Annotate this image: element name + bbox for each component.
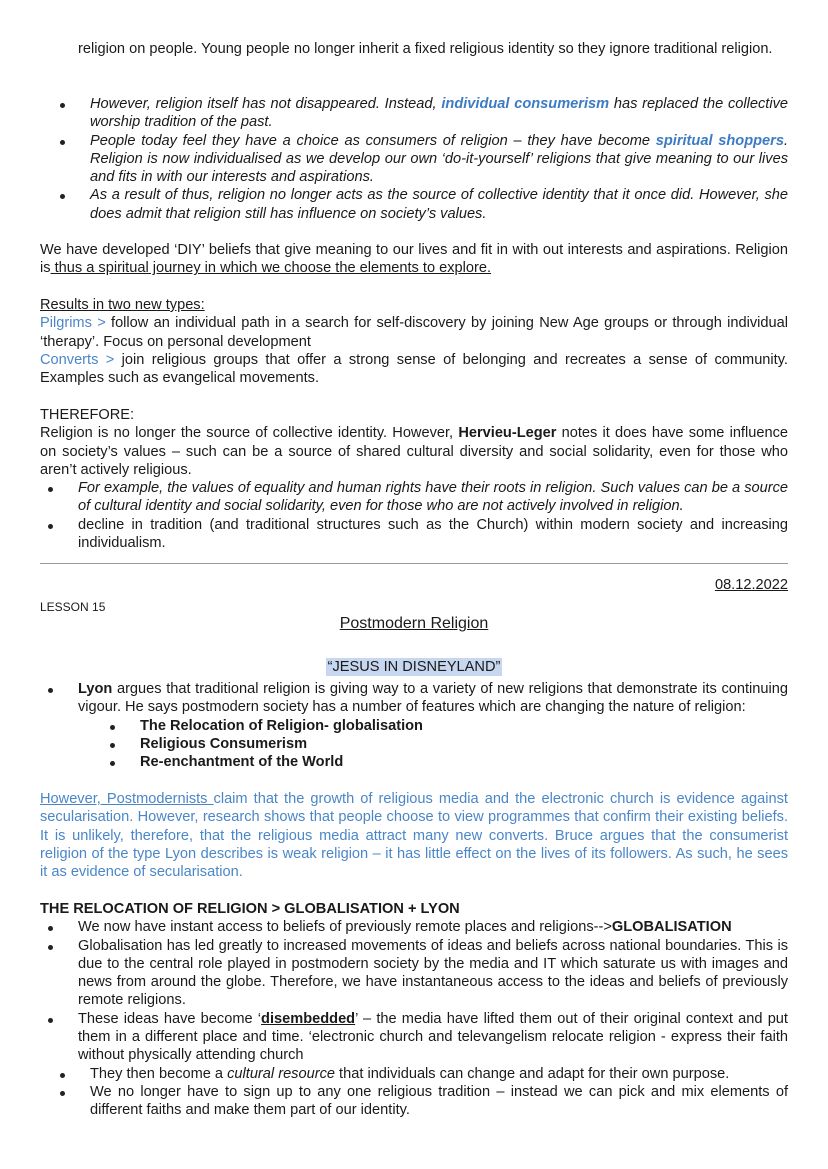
highlight-term: individual consumerism bbox=[441, 96, 610, 112]
intro-text: religion on people. Young people no longer inherit a fixed religious identity so they ignore traditional religion. bbox=[78, 41, 773, 57]
list-item: decline in tradition (and traditional structures such as the Church) within modern society and increasing individualism. bbox=[40, 516, 788, 553]
lesson-label: LESSON 15 bbox=[40, 600, 106, 614]
list-item: For example, the values of equality and human rights have their roots in religion. Such values can be a source of cultural identity and social solidarity, even for those who are not actively involved in religion. bbox=[40, 479, 788, 516]
list-item: However, religion itself has not disappeared. Instead, individual consumerism has replaced the collective worship tradition of the past. bbox=[40, 95, 788, 132]
list-item: These ideas have become ‘disembedded’ – the media have lifted them out of their original context and put them in a different place and time. ‘electronic church and televangelism relocate religion - express their faith without physically attending church bbox=[40, 1010, 788, 1065]
section-heading: THE RELOCATION OF RELIGION > GLOBALISATION + LYON bbox=[40, 901, 460, 917]
highlight-term: spiritual shoppers bbox=[655, 132, 784, 149]
horizontal-divider bbox=[40, 563, 788, 564]
list-item: As a result of thus, religion no longer acts as the source of collective identity that it once did. However, she does admit that religion still has influence on society’s values. bbox=[40, 186, 788, 223]
critique-paragraph: However, Postmodernists claim that the growth of religious media and the electronic church is evidence against secularisation. However, research shows that people choose to view programmes that confirm their existing beliefs. It is unlikely, therefore, that the religious media attract many new converts. Bruce argues that the consumerist religion of the type Lyon describes is weak religion – it has little effect on the lives of its followers. As such, he sees it as evidence of secularisation. bbox=[40, 791, 788, 881]
consumerism-bullets bbox=[40, 95, 788, 223]
author-name: Lyon bbox=[78, 681, 113, 697]
feature-item: Religious Consumerism bbox=[40, 735, 788, 753]
lesson-date: 08.12.2022 bbox=[714, 577, 788, 593]
converts-label: Converts > bbox=[40, 351, 115, 368]
feature-item: The Relocation of Religion- globalisation bbox=[40, 717, 788, 735]
diy-paragraph: We have developed ‘DIY’ beliefs that give meaning to our lives and fit in with out interests and aspirations. Religion is thus a spiritual journey in which we choose the elements to explore. bbox=[40, 242, 788, 277]
types-heading: Results in two new types: bbox=[40, 297, 205, 313]
therefore-heading: THEREFORE: bbox=[40, 407, 135, 423]
therefore-section: THEREFORE: Religion is no longer the source of collective identity. However, Hervieu-Leger notes it does have some influence on society’s values – such can be a source of shared cultural diversity and social solidarity, even for those who aren’t actively religious. For example, the values of equality and human rights have their roots in religion. Such values can be a source of cultural identity and social solidarity, even for those who are not actively involved in religion. decline in tradition (and traditional structures such as the Church) within modern society and increasing individualism. bbox=[40, 407, 788, 552]
list-item: They then become a cultural resource that individuals can change and adapt for their own purpose. bbox=[40, 1065, 788, 1083]
list-item: Globalisation has led greatly to increased movements of ideas and beliefs across national boundaries. This is due to the central role played in postmodern society by the media and IT which saturate us with images and news from around the globe. Therefore, we have instantaneous access to the ideas and beliefs of previously remote religions. bbox=[40, 937, 788, 1010]
subtitle-wrap bbox=[0, 658, 828, 676]
relocation-section bbox=[40, 900, 788, 1120]
list-item: We now have instant access to beliefs of previously remote places and religions-->GLOBALISATION bbox=[40, 918, 788, 936]
lyon-section bbox=[40, 680, 788, 771]
list-item: Lyon argues that traditional religion is giving way to a variety of new religions that demonstrate its continuing vigour. He says postmodern society has a number of features which are changing the nature of religion: bbox=[40, 680, 788, 717]
feature-item: Re-enchantment of the World bbox=[40, 753, 788, 771]
intro-paragraph bbox=[78, 40, 788, 58]
list-item: People today feel they have a choice as consumers of religion – they have become spiritual shoppers. Religion is now individualised as we develop our own ‘do-it-yourself’ religions that give meaning to our lives and fits in with our interests and aspirations. bbox=[40, 132, 788, 187]
author-name: Hervieu-Leger bbox=[458, 425, 557, 442]
new-types-section: Results in two new types: Pilgrims > follow an individual path in a search for self-discovery by joining New Age groups or through individual ‘therapy’. Focus on personal development Converts > join religious groups that offer a strong sense of belonging and recreates a sense of community. Examples such as evangelical movements. bbox=[40, 297, 788, 387]
page-subtitle: “JESUS IN DISNEYLAND” bbox=[327, 659, 501, 675]
page-title: Postmodern Religion bbox=[339, 615, 489, 632]
list-item: We no longer have to sign up to any one religious tradition – instead we can pick and mix elements of different faiths and make them part of our identity. bbox=[40, 1083, 788, 1120]
pilgrims-label: Pilgrims > bbox=[40, 315, 106, 332]
